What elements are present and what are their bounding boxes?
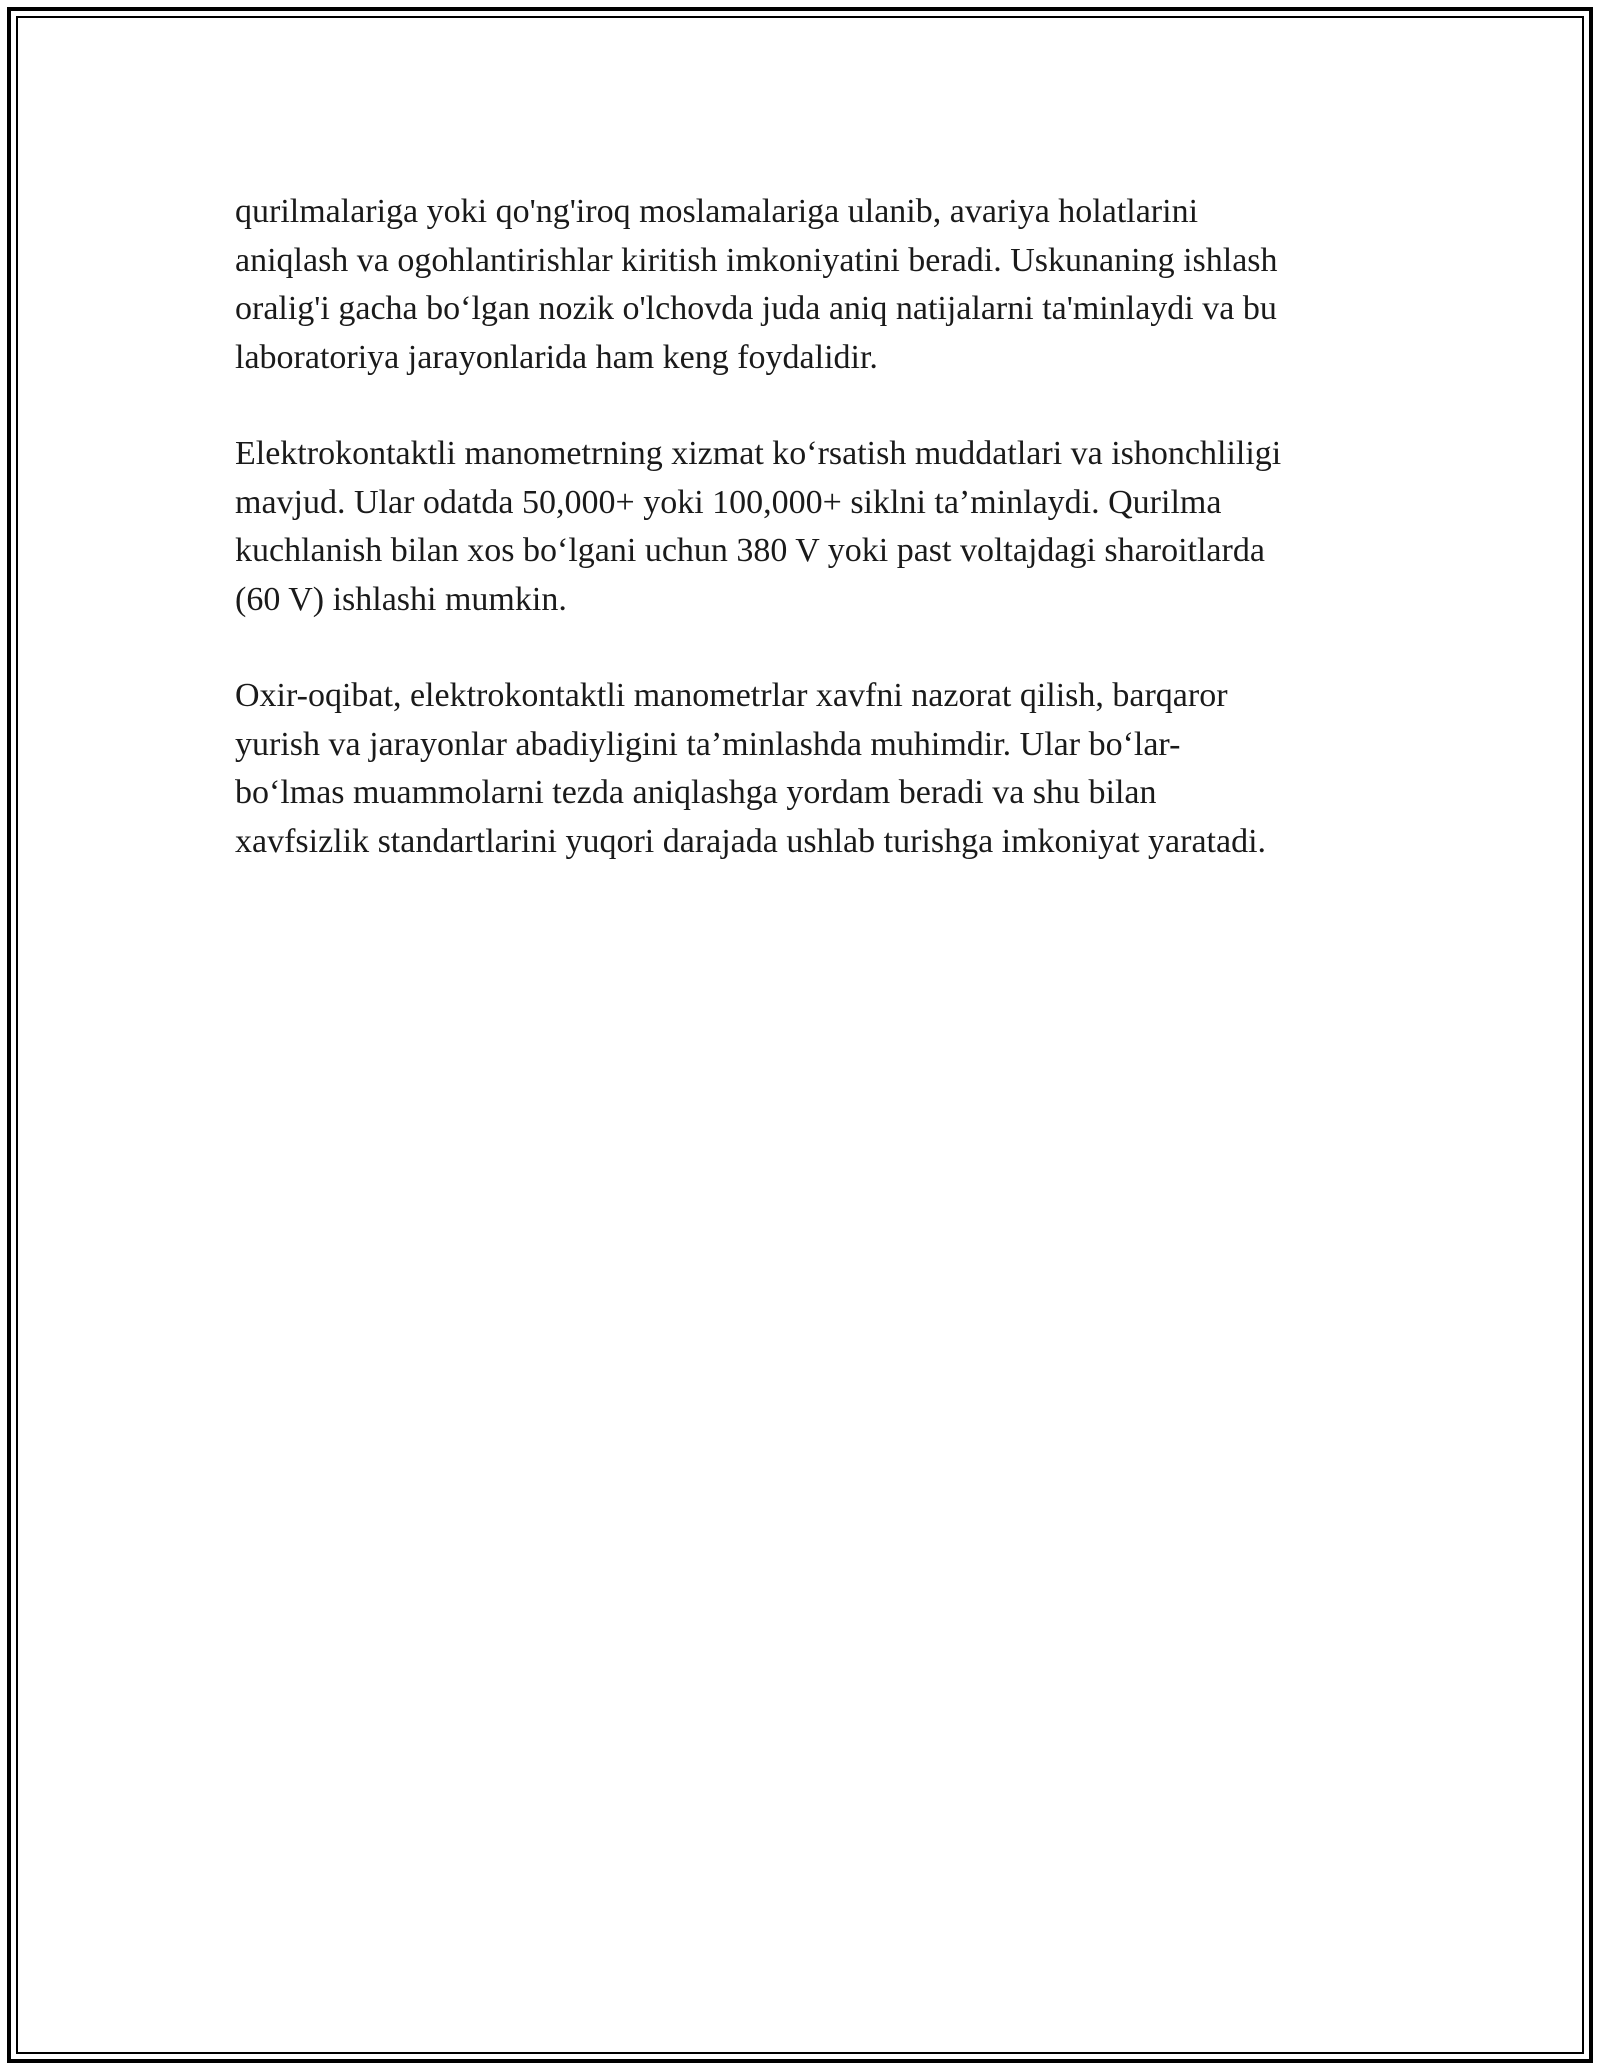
text-line: bo‘lmas muammolarni tezda aniqlashga yordam beradi va shu bilan xyxy=(235,774,1157,811)
text-line: xavfsizlik standartlarini yuqori darajada ushlab turishga imkoniyat yaratadi. xyxy=(235,822,1267,860)
text-line: qurilmalariga yoki qo'ng'iroq moslamalariga ulanib, avariya holatlarini xyxy=(235,193,1199,230)
paragraph-1 xyxy=(235,188,1370,382)
paragraph-3 xyxy=(235,672,1370,866)
document-body xyxy=(235,188,1370,914)
text-line: mavjud. Ular odatda 50,000+ yoki 100,000+ siklni ta’minlaydi. Qurilma xyxy=(235,483,1222,521)
text-line: (60 V) ishlashi mumkin. xyxy=(235,580,567,618)
text-line: oralig'i gacha bo‘lgan nozik o'lchovda juda aniq natijalarni ta'minlaydi va bu xyxy=(235,290,1277,327)
text-line: yurish va jarayonlar abadiyligini ta’minlashda muhimdir. Ular bo‘lar- xyxy=(235,725,1181,763)
text-line: aniqlash va ogohlantirishlar kiritish imkoniyatini beradi. Uskunaning ishlash xyxy=(235,241,1278,279)
paragraph-2 xyxy=(235,430,1370,624)
text-line: Elektrokontaktli manometrning xizmat ko‘rsatish muddatlari va ishonchliligi xyxy=(235,435,1282,472)
text-line: kuchlanish bilan xos bo‘lgani uchun 380 V yoki past voltajdagi sharoitlarda xyxy=(235,532,1265,569)
text-line: laboratoriya jarayonlarida ham keng foydalidir. xyxy=(235,338,878,376)
text-line: Oxir-oqibat, elektrokontaktli manometrlar xavfni nazorat qilish, barqaror xyxy=(235,677,1228,714)
